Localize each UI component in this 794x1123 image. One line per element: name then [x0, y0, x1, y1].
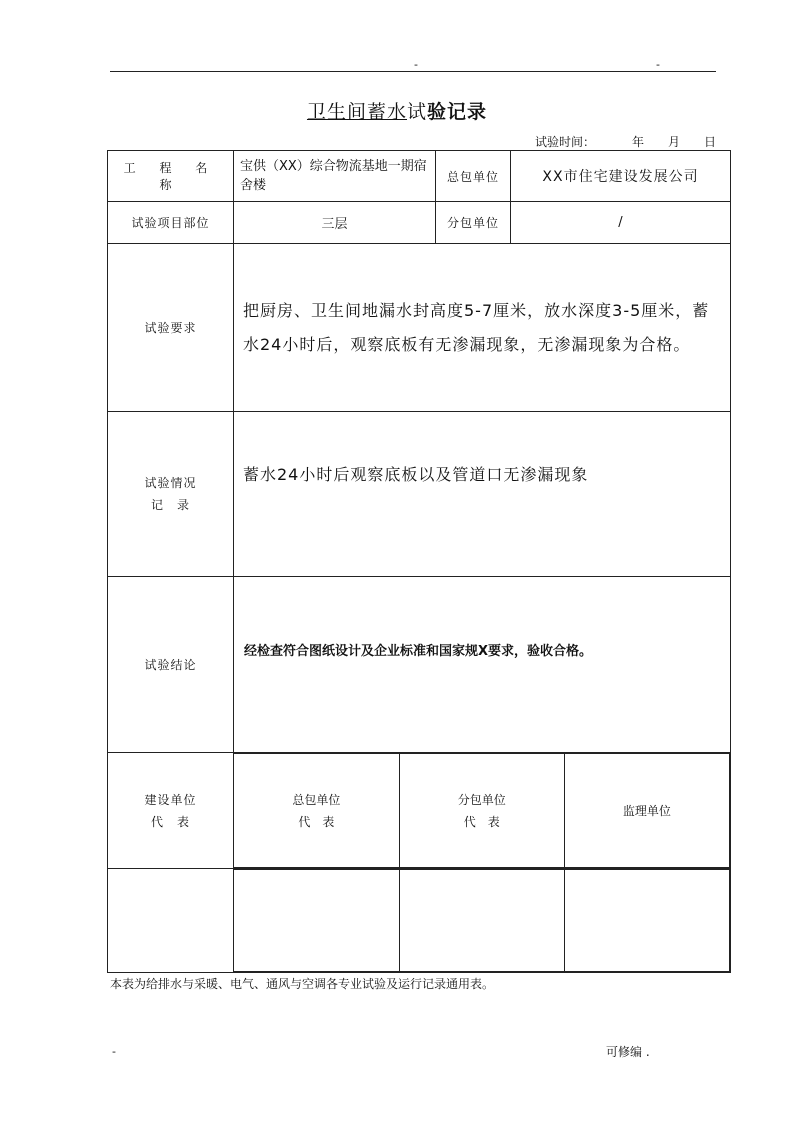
record-label-line-1: 试验情况 — [144, 476, 197, 490]
title-part-2: 蓄水 — [366, 101, 407, 123]
supervisor-label: 监理单位 — [564, 754, 729, 868]
test-location-label: 试验项目部位 — [108, 202, 234, 244]
title-part-4: 验记录 — [427, 101, 488, 123]
test-location-value: 三层 — [234, 202, 436, 244]
page-title — [0, 97, 794, 124]
footer-editable-note: 可修编 . — [606, 1045, 650, 1059]
row-signature-titles — [108, 753, 731, 869]
test-date-day: 日 — [704, 135, 717, 149]
record-value: 蓄水24小时后观察底板以及管道口无渗漏现象 — [234, 412, 731, 577]
supervisor-signature-blank — [564, 870, 729, 972]
conclusion-value: 经检查符合图纸设计及企业标准和国家规X要求，验收合格。 — [234, 577, 731, 753]
signature-blanks-cell — [234, 869, 731, 973]
test-date-year: 年 — [632, 135, 645, 149]
header-mark-left: - — [414, 58, 418, 71]
record-label-line-2: 记 录 — [150, 498, 190, 512]
test-date-label: 试验时间： — [535, 135, 596, 149]
owner-rep-line-1: 建设单位 — [144, 792, 197, 807]
signature-titles — [234, 753, 730, 868]
title-part-1: 卫生间 — [306, 101, 367, 123]
general-rep-label — [234, 754, 399, 868]
signature-titles-cell — [234, 753, 731, 869]
requirement-label: 试验要求 — [108, 244, 234, 412]
general-contractor-label: 总包单位 — [436, 151, 511, 202]
owner-rep-label — [108, 753, 234, 869]
row-conclusion — [108, 577, 731, 753]
row-project — [108, 151, 731, 202]
row-signature-blanks — [108, 869, 731, 973]
requirement-value: 把厨房、卫生间地漏水封高度5-7厘米，放水深度3-5厘米，蓄水24小时后，观察底板有无渗漏现象，无渗漏现象为合格。 — [234, 244, 731, 412]
test-date-month: 月 — [668, 135, 681, 149]
signature-blanks — [234, 869, 730, 972]
general-rep-line-1: 总包单位 — [292, 792, 341, 807]
title-part-3: 试 — [407, 101, 428, 123]
owner-rep-line-2: 代 表 — [150, 814, 190, 829]
general-rep-line-2: 代 表 — [298, 814, 335, 829]
subcontractor-label: 分包单位 — [436, 202, 511, 244]
owner-signature-blank — [108, 869, 234, 973]
header-mark-right: - — [656, 58, 660, 71]
sub-rep-line-1: 分包单位 — [457, 792, 506, 807]
row-requirement — [108, 244, 731, 412]
conclusion-label: 试验结论 — [108, 577, 234, 753]
row-record — [108, 412, 731, 577]
subcontractor-value: / — [511, 202, 731, 244]
test-record-table — [107, 150, 731, 973]
footer-mark: - — [112, 1045, 116, 1058]
record-label — [108, 412, 234, 577]
general-contractor-value: XX市住宅建设发展公司 — [511, 151, 731, 202]
table-footnote: 本表为给排水与采暖、电气、通风与空调各专业试验及运行记录通用表。 — [110, 977, 495, 991]
sub-rep-line-2: 代 表 — [463, 814, 500, 829]
sub-rep-label — [399, 754, 564, 868]
row-location — [108, 202, 731, 244]
project-name-label: 工 程 名 称 — [108, 151, 234, 202]
project-name-value: 宝供（XX）综合物流基地一期宿舍楼 — [234, 151, 436, 202]
general-signature-blank — [234, 870, 399, 972]
sub-signature-blank — [399, 870, 564, 972]
header-rule — [110, 71, 716, 72]
